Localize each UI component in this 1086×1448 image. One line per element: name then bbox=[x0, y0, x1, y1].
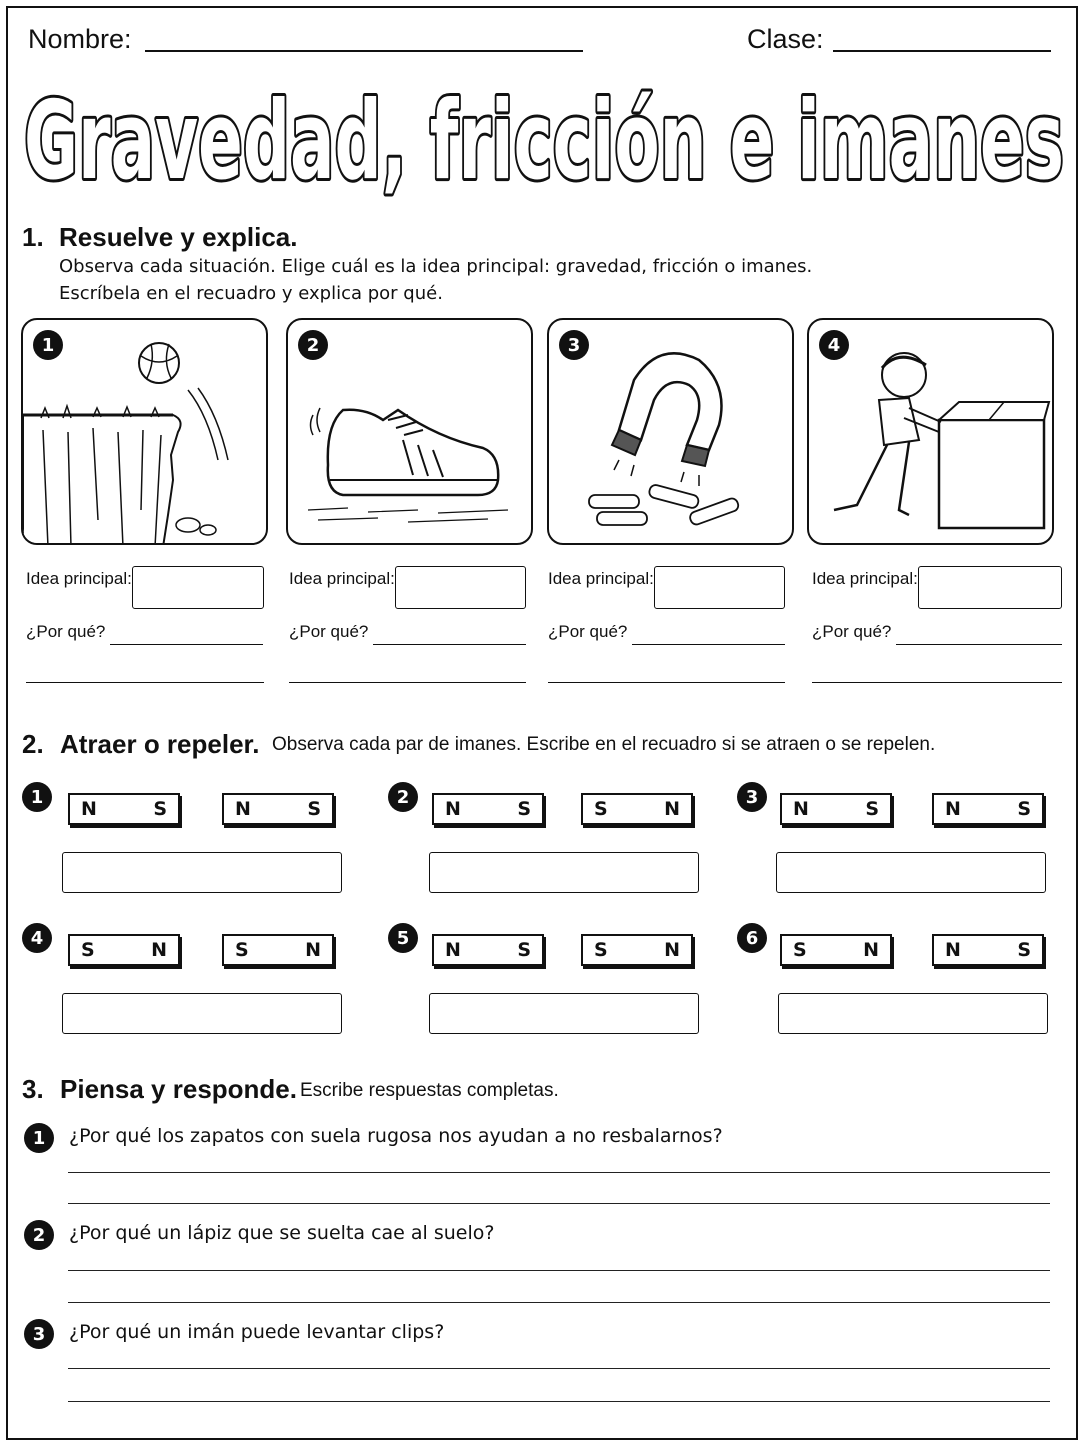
why-line-1a[interactable] bbox=[110, 644, 263, 645]
situation-card-2 bbox=[286, 318, 533, 545]
answer-line-3b[interactable] bbox=[68, 1401, 1050, 1402]
question-badge-3: 3 bbox=[24, 1319, 54, 1349]
question-2-text: ¿Por qué un lápiz que se suelta cae al suelo? bbox=[69, 1222, 495, 1244]
pole: S bbox=[1017, 939, 1031, 961]
pole: N bbox=[945, 939, 961, 961]
pole: N bbox=[151, 939, 167, 961]
section2-title: Atraer o repeler. bbox=[60, 729, 260, 759]
pair-badge-6: 6 bbox=[737, 923, 767, 953]
pole: N bbox=[445, 939, 461, 961]
situation-card-4 bbox=[807, 318, 1054, 545]
situation-badge-1: 1 bbox=[33, 330, 63, 360]
magnet-1b bbox=[222, 793, 334, 825]
pair-answer-box-6[interactable] bbox=[778, 993, 1048, 1034]
pair-badge-1: 1 bbox=[22, 782, 52, 812]
why-line-2b[interactable] bbox=[289, 682, 526, 683]
pole: N bbox=[305, 939, 321, 961]
magnet-3a bbox=[780, 793, 892, 825]
question-badge-2: 2 bbox=[24, 1220, 54, 1250]
pole: S bbox=[865, 798, 879, 820]
pair-answer-box-3[interactable] bbox=[776, 852, 1046, 893]
section1-instruction-2: Escríbela en el recuadro y explica por qué. bbox=[59, 283, 443, 304]
magnet-paperclips-illustration bbox=[549, 320, 794, 545]
pole: N bbox=[81, 798, 97, 820]
magnet-3b bbox=[932, 793, 1044, 825]
pair-badge-2: 2 bbox=[388, 782, 418, 812]
magnet-6b bbox=[932, 934, 1044, 966]
question-3-text: ¿Por qué un imán puede levantar clips? bbox=[69, 1321, 445, 1343]
magnet-5a bbox=[432, 934, 544, 966]
pole: S bbox=[81, 939, 95, 961]
section3-number: 3. bbox=[22, 1074, 44, 1104]
answer-line-2a[interactable] bbox=[68, 1270, 1050, 1271]
question-1-text: ¿Por qué los zapatos con suela rugosa nos ayudan a no resbalarnos? bbox=[69, 1125, 723, 1147]
pole: N bbox=[863, 939, 879, 961]
pair-badge-3: 3 bbox=[737, 782, 767, 812]
situation-badge-2: 2 bbox=[298, 330, 328, 360]
idea-box-4[interactable] bbox=[918, 566, 1062, 609]
idea-box-2[interactable] bbox=[395, 566, 526, 609]
why-line-4b[interactable] bbox=[812, 682, 1062, 683]
pole: S bbox=[235, 939, 249, 961]
section3-title: Piensa y responde. bbox=[60, 1074, 297, 1104]
idea-box-1[interactable] bbox=[132, 566, 264, 609]
question-badge-1: 1 bbox=[24, 1123, 54, 1153]
situation-badge-3: 3 bbox=[559, 330, 589, 360]
pole: S bbox=[793, 939, 807, 961]
why-label-1: ¿Por qué? bbox=[26, 622, 106, 641]
pair-answer-box-5[interactable] bbox=[429, 993, 699, 1034]
magnet-5b bbox=[581, 934, 693, 966]
page-title-text: Gravedad, fricción e imanes bbox=[24, 79, 1064, 204]
why-line-1b[interactable] bbox=[26, 682, 264, 683]
idea-label-2: Idea principal: bbox=[289, 569, 395, 588]
why-line-3a[interactable] bbox=[632, 644, 785, 645]
answer-line-1a[interactable] bbox=[68, 1172, 1050, 1173]
answer-line-2b[interactable] bbox=[68, 1302, 1050, 1303]
name-field[interactable] bbox=[145, 50, 583, 52]
pole: S bbox=[1017, 798, 1031, 820]
situation-badge-4: 4 bbox=[819, 330, 849, 360]
pole: S bbox=[517, 798, 531, 820]
why-line-3b[interactable] bbox=[548, 682, 785, 683]
pair-answer-box-2[interactable] bbox=[429, 852, 699, 893]
pole: S bbox=[153, 798, 167, 820]
idea-box-3[interactable] bbox=[654, 566, 785, 609]
pole: N bbox=[664, 939, 680, 961]
pole: N bbox=[235, 798, 251, 820]
why-line-4a[interactable] bbox=[896, 644, 1062, 645]
pair-answer-box-1[interactable] bbox=[62, 852, 342, 893]
pole: N bbox=[793, 798, 809, 820]
ball-cliff-illustration bbox=[23, 320, 268, 545]
class-label: Clase: bbox=[747, 24, 824, 54]
why-label-3: ¿Por qué? bbox=[548, 622, 628, 641]
sneaker-illustration bbox=[288, 320, 533, 545]
why-label-2: ¿Por qué? bbox=[289, 622, 369, 641]
pole: S bbox=[307, 798, 321, 820]
idea-label-1: Idea principal: bbox=[26, 569, 132, 588]
magnet-6a bbox=[780, 934, 892, 966]
magnet-2a bbox=[432, 793, 544, 825]
pair-answer-box-4[interactable] bbox=[62, 993, 342, 1034]
section2-number: 2. bbox=[22, 729, 44, 759]
name-label: Nombre: bbox=[28, 24, 132, 54]
section1-number: 1. bbox=[22, 222, 44, 252]
magnet-2b bbox=[581, 793, 693, 825]
situation-card-1 bbox=[21, 318, 268, 545]
pole: N bbox=[945, 798, 961, 820]
answer-line-1b[interactable] bbox=[68, 1203, 1050, 1204]
pole: S bbox=[517, 939, 531, 961]
pair-badge-5: 5 bbox=[388, 923, 418, 953]
pair-badge-4: 4 bbox=[22, 923, 52, 953]
why-line-2a[interactable] bbox=[373, 644, 526, 645]
section3-subtitle: Escribe respuestas completas. bbox=[300, 1080, 559, 1101]
pole: N bbox=[664, 798, 680, 820]
class-field[interactable] bbox=[833, 50, 1051, 52]
pole: S bbox=[594, 798, 608, 820]
section1-title: Resuelve y explica. bbox=[59, 222, 298, 252]
magnet-1a bbox=[68, 793, 180, 825]
situation-card-3 bbox=[547, 318, 794, 545]
answer-line-3a[interactable] bbox=[68, 1368, 1050, 1369]
section2-subtitle: Observa cada par de imanes. Escribe en el recuadro si se atraen o se repelen. bbox=[272, 734, 936, 755]
idea-label-3: Idea principal: bbox=[548, 569, 654, 588]
boy-box-illustration bbox=[809, 320, 1054, 545]
magnet-4b bbox=[222, 934, 334, 966]
why-label-4: ¿Por qué? bbox=[812, 622, 892, 641]
pole: N bbox=[445, 798, 461, 820]
magnet-4a bbox=[68, 934, 180, 966]
pole: S bbox=[594, 939, 608, 961]
page-title bbox=[14, 60, 1074, 210]
section1-instruction-1: Observa cada situación. Elige cuál es la idea principal: gravedad, fricción o imanes. bbox=[59, 256, 813, 277]
idea-label-4: Idea principal: bbox=[812, 569, 918, 588]
